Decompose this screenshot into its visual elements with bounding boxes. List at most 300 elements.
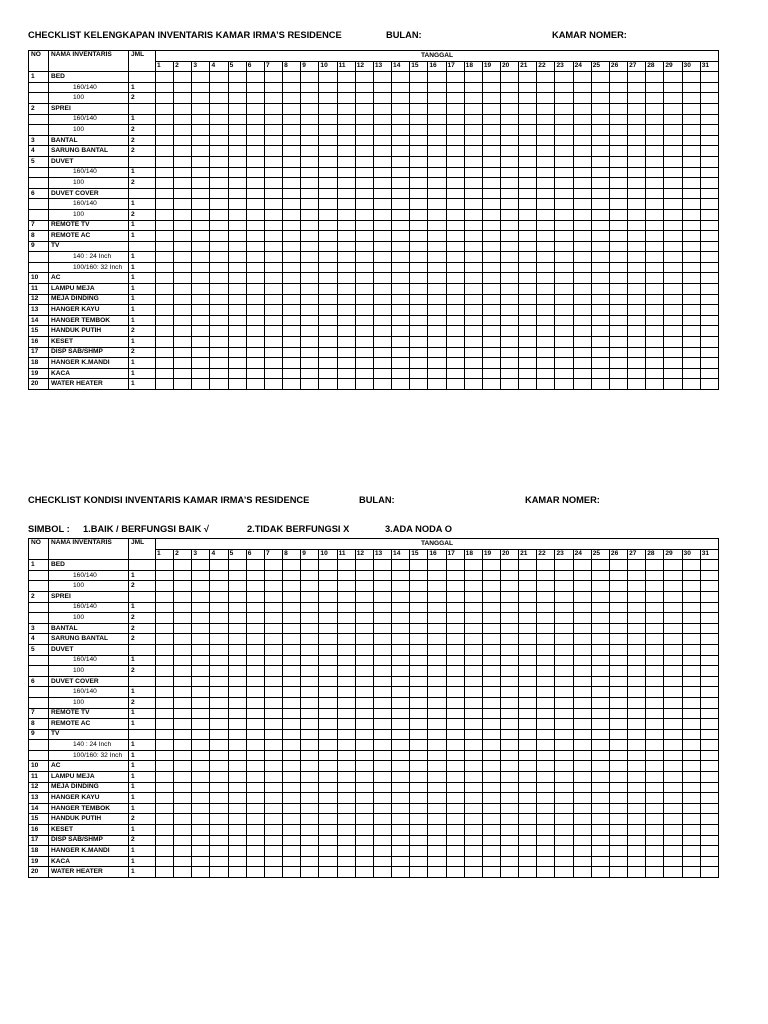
check-cell[interactable] [337, 93, 355, 104]
check-cell[interactable] [646, 347, 664, 358]
check-cell[interactable] [646, 644, 664, 655]
check-cell[interactable] [283, 294, 301, 305]
check-cell[interactable] [446, 273, 464, 284]
check-cell[interactable] [228, 284, 246, 295]
check-cell[interactable] [482, 602, 500, 613]
check-cell[interactable] [337, 347, 355, 358]
check-cell[interactable] [591, 220, 609, 231]
check-cell[interactable] [700, 294, 718, 305]
check-cell[interactable] [555, 82, 573, 93]
check-cell[interactable] [210, 846, 228, 857]
check-cell[interactable] [174, 358, 192, 369]
check-cell[interactable] [156, 793, 174, 804]
check-cell[interactable] [355, 740, 373, 751]
check-cell[interactable] [355, 337, 373, 348]
check-cell[interactable] [482, 772, 500, 783]
check-cell[interactable] [210, 220, 228, 231]
check-cell[interactable] [410, 347, 428, 358]
check-cell[interactable] [192, 676, 210, 687]
check-cell[interactable] [519, 379, 537, 390]
check-cell[interactable] [337, 814, 355, 825]
check-cell[interactable] [246, 337, 264, 348]
check-cell[interactable] [537, 284, 555, 295]
check-cell[interactable] [156, 337, 174, 348]
check-cell[interactable] [573, 772, 591, 783]
check-cell[interactable] [446, 613, 464, 624]
check-cell[interactable] [392, 273, 410, 284]
check-cell[interactable] [337, 135, 355, 146]
check-cell[interactable] [301, 846, 319, 857]
check-cell[interactable] [646, 220, 664, 231]
check-cell[interactable] [446, 867, 464, 878]
check-cell[interactable] [500, 846, 518, 857]
check-cell[interactable] [664, 379, 682, 390]
check-cell[interactable] [156, 125, 174, 136]
check-cell[interactable] [537, 613, 555, 624]
check-cell[interactable] [392, 697, 410, 708]
check-cell[interactable] [156, 803, 174, 814]
check-cell[interactable] [428, 708, 446, 719]
check-cell[interactable] [446, 676, 464, 687]
check-cell[interactable] [410, 719, 428, 730]
check-cell[interactable] [337, 719, 355, 730]
check-cell[interactable] [392, 358, 410, 369]
check-cell[interactable] [174, 655, 192, 666]
check-cell[interactable] [410, 135, 428, 146]
check-cell[interactable] [373, 252, 391, 263]
check-cell[interactable] [700, 103, 718, 114]
check-cell[interactable] [500, 252, 518, 263]
check-cell[interactable] [319, 103, 337, 114]
check-cell[interactable] [337, 782, 355, 793]
check-cell[interactable] [628, 729, 646, 740]
check-cell[interactable] [174, 284, 192, 295]
check-cell[interactable] [664, 241, 682, 252]
check-cell[interactable] [609, 368, 627, 379]
check-cell[interactable] [174, 602, 192, 613]
check-cell[interactable] [228, 379, 246, 390]
check-cell[interactable] [319, 560, 337, 571]
check-cell[interactable] [573, 262, 591, 273]
check-cell[interactable] [446, 167, 464, 178]
check-cell[interactable] [174, 835, 192, 846]
check-cell[interactable] [591, 676, 609, 687]
check-cell[interactable] [664, 772, 682, 783]
check-cell[interactable] [500, 220, 518, 231]
check-cell[interactable] [410, 156, 428, 167]
check-cell[interactable] [573, 687, 591, 698]
check-cell[interactable] [537, 772, 555, 783]
check-cell[interactable] [428, 135, 446, 146]
check-cell[interactable] [174, 167, 192, 178]
check-cell[interactable] [628, 602, 646, 613]
check-cell[interactable] [319, 740, 337, 751]
check-cell[interactable] [337, 772, 355, 783]
check-cell[interactable] [283, 220, 301, 231]
check-cell[interactable] [210, 167, 228, 178]
check-cell[interactable] [446, 846, 464, 857]
check-cell[interactable] [500, 772, 518, 783]
check-cell[interactable] [246, 719, 264, 730]
check-cell[interactable] [609, 740, 627, 751]
check-cell[interactable] [482, 803, 500, 814]
check-cell[interactable] [156, 241, 174, 252]
check-cell[interactable] [555, 273, 573, 284]
check-cell[interactable] [682, 644, 700, 655]
check-cell[interactable] [410, 72, 428, 83]
check-cell[interactable] [283, 209, 301, 220]
check-cell[interactable] [410, 602, 428, 613]
check-cell[interactable] [464, 570, 482, 581]
check-cell[interactable] [664, 326, 682, 337]
check-cell[interactable] [555, 347, 573, 358]
check-cell[interactable] [228, 835, 246, 846]
check-cell[interactable] [355, 135, 373, 146]
check-cell[interactable] [646, 793, 664, 804]
check-cell[interactable] [192, 591, 210, 602]
check-cell[interactable] [156, 284, 174, 295]
check-cell[interactable] [609, 602, 627, 613]
check-cell[interactable] [664, 634, 682, 645]
check-cell[interactable] [464, 358, 482, 369]
check-cell[interactable] [482, 570, 500, 581]
check-cell[interactable] [573, 666, 591, 677]
check-cell[interactable] [700, 358, 718, 369]
check-cell[interactable] [392, 782, 410, 793]
check-cell[interactable] [464, 241, 482, 252]
check-cell[interactable] [210, 613, 228, 624]
check-cell[interactable] [410, 167, 428, 178]
check-cell[interactable] [373, 188, 391, 199]
check-cell[interactable] [573, 708, 591, 719]
check-cell[interactable] [682, 708, 700, 719]
check-cell[interactable] [428, 560, 446, 571]
check-cell[interactable] [228, 856, 246, 867]
check-cell[interactable] [210, 368, 228, 379]
check-cell[interactable] [410, 644, 428, 655]
check-cell[interactable] [591, 156, 609, 167]
check-cell[interactable] [537, 729, 555, 740]
check-cell[interactable] [174, 856, 192, 867]
check-cell[interactable] [283, 284, 301, 295]
check-cell[interactable] [246, 676, 264, 687]
check-cell[interactable] [646, 241, 664, 252]
check-cell[interactable] [373, 634, 391, 645]
check-cell[interactable] [355, 156, 373, 167]
check-cell[interactable] [482, 750, 500, 761]
check-cell[interactable] [682, 199, 700, 210]
check-cell[interactable] [410, 676, 428, 687]
check-cell[interactable] [500, 825, 518, 836]
check-cell[interactable] [519, 634, 537, 645]
check-cell[interactable] [410, 697, 428, 708]
check-cell[interactable] [482, 220, 500, 231]
check-cell[interactable] [301, 835, 319, 846]
check-cell[interactable] [319, 82, 337, 93]
check-cell[interactable] [609, 82, 627, 93]
check-cell[interactable] [482, 793, 500, 804]
check-cell[interactable] [609, 750, 627, 761]
check-cell[interactable] [664, 761, 682, 772]
check-cell[interactable] [373, 591, 391, 602]
check-cell[interactable] [609, 220, 627, 231]
check-cell[interactable] [156, 591, 174, 602]
check-cell[interactable] [410, 666, 428, 677]
check-cell[interactable] [573, 347, 591, 358]
check-cell[interactable] [482, 825, 500, 836]
check-cell[interactable] [156, 687, 174, 698]
check-cell[interactable] [156, 782, 174, 793]
check-cell[interactable] [519, 856, 537, 867]
check-cell[interactable] [156, 560, 174, 571]
check-cell[interactable] [555, 591, 573, 602]
check-cell[interactable] [192, 103, 210, 114]
check-cell[interactable] [628, 125, 646, 136]
check-cell[interactable] [555, 825, 573, 836]
check-cell[interactable] [646, 676, 664, 687]
check-cell[interactable] [537, 294, 555, 305]
check-cell[interactable] [156, 326, 174, 337]
check-cell[interactable] [301, 273, 319, 284]
check-cell[interactable] [210, 326, 228, 337]
check-cell[interactable] [192, 634, 210, 645]
check-cell[interactable] [192, 697, 210, 708]
check-cell[interactable] [264, 644, 282, 655]
check-cell[interactable] [192, 740, 210, 751]
check-cell[interactable] [482, 761, 500, 772]
check-cell[interactable] [319, 772, 337, 783]
check-cell[interactable] [591, 602, 609, 613]
check-cell[interactable] [156, 613, 174, 624]
check-cell[interactable] [337, 82, 355, 93]
check-cell[interactable] [591, 146, 609, 157]
check-cell[interactable] [664, 750, 682, 761]
check-cell[interactable] [373, 379, 391, 390]
check-cell[interactable] [609, 697, 627, 708]
check-cell[interactable] [682, 358, 700, 369]
check-cell[interactable] [646, 82, 664, 93]
check-cell[interactable] [628, 220, 646, 231]
check-cell[interactable] [609, 337, 627, 348]
check-cell[interactable] [156, 156, 174, 167]
check-cell[interactable] [355, 729, 373, 740]
check-cell[interactable] [228, 273, 246, 284]
check-cell[interactable] [392, 761, 410, 772]
check-cell[interactable] [410, 305, 428, 316]
check-cell[interactable] [264, 379, 282, 390]
check-cell[interactable] [264, 315, 282, 326]
check-cell[interactable] [228, 294, 246, 305]
check-cell[interactable] [392, 262, 410, 273]
check-cell[interactable] [446, 305, 464, 316]
check-cell[interactable] [373, 82, 391, 93]
check-cell[interactable] [373, 846, 391, 857]
check-cell[interactable] [392, 846, 410, 857]
check-cell[interactable] [500, 761, 518, 772]
check-cell[interactable] [410, 623, 428, 634]
check-cell[interactable] [373, 761, 391, 772]
check-cell[interactable] [591, 697, 609, 708]
check-cell[interactable] [464, 772, 482, 783]
check-cell[interactable] [700, 666, 718, 677]
check-cell[interactable] [682, 846, 700, 857]
check-cell[interactable] [355, 273, 373, 284]
check-cell[interactable] [700, 135, 718, 146]
check-cell[interactable] [482, 368, 500, 379]
check-cell[interactable] [301, 644, 319, 655]
check-cell[interactable] [646, 379, 664, 390]
check-cell[interactable] [264, 750, 282, 761]
check-cell[interactable] [192, 793, 210, 804]
check-cell[interactable] [591, 570, 609, 581]
check-cell[interactable] [264, 326, 282, 337]
check-cell[interactable] [537, 220, 555, 231]
check-cell[interactable] [446, 856, 464, 867]
check-cell[interactable] [355, 803, 373, 814]
check-cell[interactable] [373, 602, 391, 613]
check-cell[interactable] [500, 666, 518, 677]
check-cell[interactable] [664, 114, 682, 125]
check-cell[interactable] [355, 326, 373, 337]
check-cell[interactable] [482, 613, 500, 624]
check-cell[interactable] [319, 591, 337, 602]
check-cell[interactable] [301, 220, 319, 231]
check-cell[interactable] [156, 72, 174, 83]
check-cell[interactable] [464, 581, 482, 592]
check-cell[interactable] [174, 846, 192, 857]
check-cell[interactable] [519, 835, 537, 846]
check-cell[interactable] [500, 379, 518, 390]
check-cell[interactable] [192, 188, 210, 199]
check-cell[interactable] [156, 772, 174, 783]
check-cell[interactable] [355, 708, 373, 719]
check-cell[interactable] [210, 740, 228, 751]
check-cell[interactable] [646, 368, 664, 379]
check-cell[interactable] [519, 93, 537, 104]
check-cell[interactable] [428, 188, 446, 199]
check-cell[interactable] [355, 634, 373, 645]
check-cell[interactable] [301, 708, 319, 719]
check-cell[interactable] [628, 135, 646, 146]
check-cell[interactable] [628, 634, 646, 645]
check-cell[interactable] [500, 167, 518, 178]
check-cell[interactable] [337, 835, 355, 846]
check-cell[interactable] [700, 729, 718, 740]
check-cell[interactable] [264, 623, 282, 634]
check-cell[interactable] [301, 729, 319, 740]
check-cell[interactable] [628, 326, 646, 337]
check-cell[interactable] [464, 644, 482, 655]
check-cell[interactable] [555, 220, 573, 231]
check-cell[interactable] [428, 634, 446, 645]
check-cell[interactable] [700, 347, 718, 358]
check-cell[interactable] [210, 761, 228, 772]
check-cell[interactable] [646, 103, 664, 114]
check-cell[interactable] [174, 729, 192, 740]
check-cell[interactable] [555, 856, 573, 867]
check-cell[interactable] [174, 379, 192, 390]
check-cell[interactable] [682, 305, 700, 316]
check-cell[interactable] [246, 803, 264, 814]
check-cell[interactable] [537, 835, 555, 846]
check-cell[interactable] [573, 835, 591, 846]
check-cell[interactable] [646, 72, 664, 83]
check-cell[interactable] [500, 708, 518, 719]
check-cell[interactable] [337, 284, 355, 295]
check-cell[interactable] [355, 856, 373, 867]
check-cell[interactable] [337, 262, 355, 273]
check-cell[interactable] [700, 697, 718, 708]
check-cell[interactable] [228, 262, 246, 273]
check-cell[interactable] [301, 750, 319, 761]
check-cell[interactable] [355, 72, 373, 83]
check-cell[interactable] [609, 273, 627, 284]
check-cell[interactable] [283, 241, 301, 252]
check-cell[interactable] [519, 602, 537, 613]
check-cell[interactable] [410, 687, 428, 698]
check-cell[interactable] [337, 315, 355, 326]
check-cell[interactable] [428, 103, 446, 114]
check-cell[interactable] [609, 560, 627, 571]
check-cell[interactable] [355, 846, 373, 857]
check-cell[interactable] [156, 708, 174, 719]
check-cell[interactable] [156, 220, 174, 231]
check-cell[interactable] [156, 729, 174, 740]
check-cell[interactable] [664, 729, 682, 740]
check-cell[interactable] [156, 273, 174, 284]
check-cell[interactable] [482, 856, 500, 867]
check-cell[interactable] [682, 167, 700, 178]
check-cell[interactable] [392, 93, 410, 104]
check-cell[interactable] [446, 135, 464, 146]
check-cell[interactable] [700, 125, 718, 136]
check-cell[interactable] [628, 103, 646, 114]
check-cell[interactable] [264, 146, 282, 157]
check-cell[interactable] [392, 719, 410, 730]
check-cell[interactable] [573, 560, 591, 571]
check-cell[interactable] [428, 315, 446, 326]
check-cell[interactable] [428, 72, 446, 83]
check-cell[interactable] [174, 740, 192, 751]
check-cell[interactable] [192, 146, 210, 157]
check-cell[interactable] [373, 803, 391, 814]
check-cell[interactable] [301, 125, 319, 136]
check-cell[interactable] [646, 167, 664, 178]
check-cell[interactable] [482, 178, 500, 189]
check-cell[interactable] [264, 135, 282, 146]
check-cell[interactable] [428, 803, 446, 814]
check-cell[interactable] [355, 793, 373, 804]
check-cell[interactable] [573, 188, 591, 199]
check-cell[interactable] [410, 358, 428, 369]
check-cell[interactable] [664, 740, 682, 751]
check-cell[interactable] [210, 835, 228, 846]
check-cell[interactable] [446, 708, 464, 719]
check-cell[interactable] [682, 178, 700, 189]
check-cell[interactable] [664, 284, 682, 295]
check-cell[interactable] [156, 135, 174, 146]
check-cell[interactable] [410, 761, 428, 772]
check-cell[interactable] [464, 750, 482, 761]
check-cell[interactable] [428, 273, 446, 284]
check-cell[interactable] [646, 252, 664, 263]
check-cell[interactable] [628, 294, 646, 305]
check-cell[interactable] [464, 103, 482, 114]
check-cell[interactable] [283, 135, 301, 146]
check-cell[interactable] [283, 655, 301, 666]
check-cell[interactable] [228, 305, 246, 316]
check-cell[interactable] [246, 156, 264, 167]
